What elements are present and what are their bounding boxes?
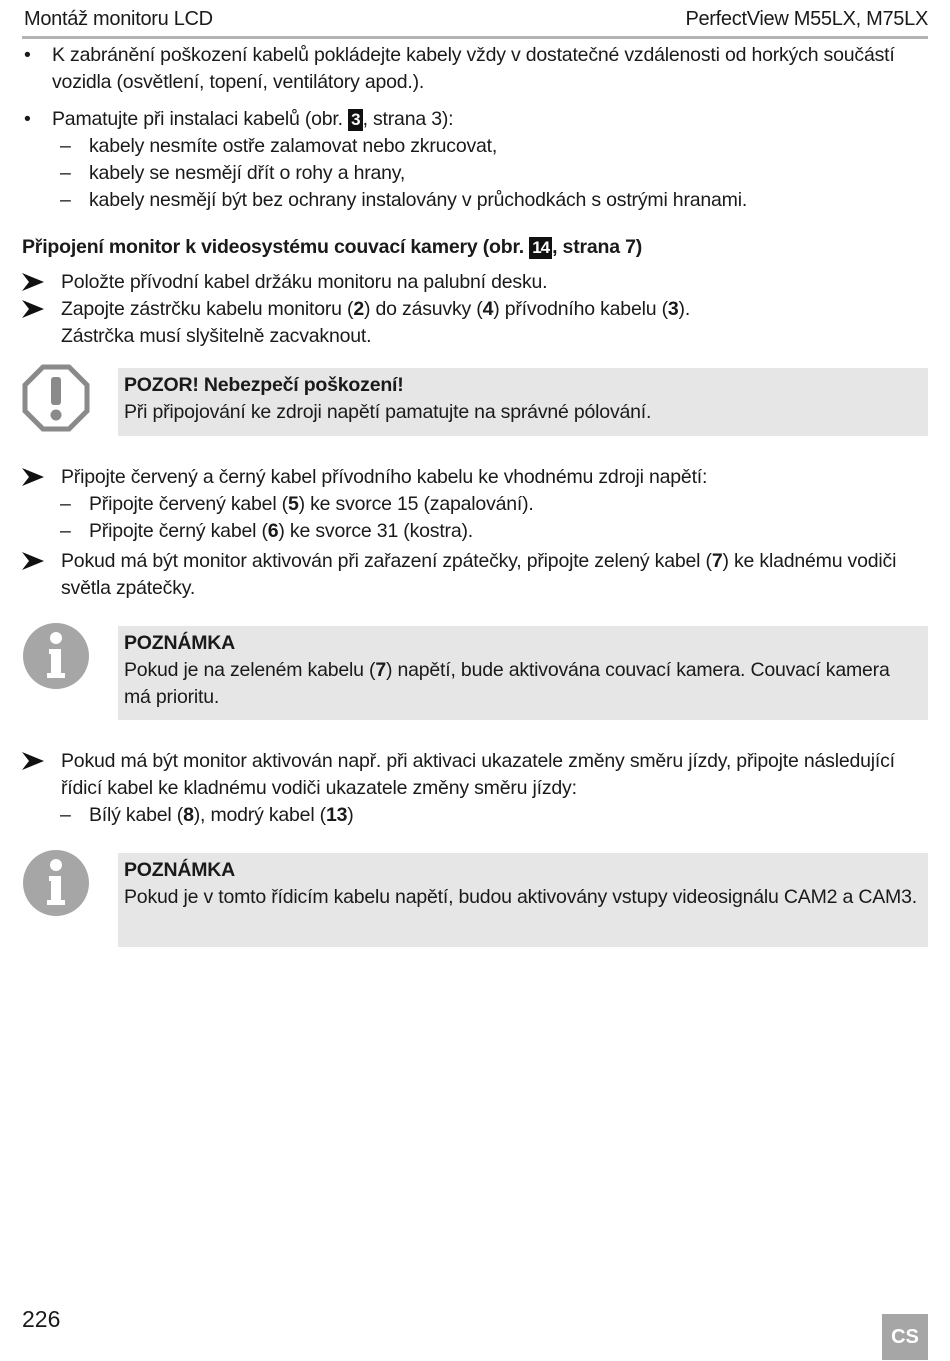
page-content bbox=[22, 42, 928, 975]
step-item: Zapojte zástrčku kabelu monitoru (2) do zásuvky (4) přívodního kabelu (3). Zástrčka musí slyšitelně zacvaknout. bbox=[22, 296, 928, 350]
section-heading: Připojení monitor k videosystému couvací kamery (obr. 14 , strana 7) bbox=[22, 236, 643, 258]
dash-text: kabely se nesmějí dřít o rohy a hrany, bbox=[89, 162, 406, 184]
dash-item: – Připojte červený kabel (5) ke svorce 15 (zapalování). bbox=[60, 493, 534, 515]
step-item: Položte přívodní kabel držáku monitoru na palubní desku. bbox=[22, 269, 928, 296]
figure-number-badge: 14 bbox=[529, 237, 552, 259]
step-item: Pokud má být monitor aktivován při zařazení zpátečky, připojte zelený kabel (7) ke kladnému vodiči světla zpátečky. bbox=[22, 548, 928, 602]
arrow-bullet-icon bbox=[22, 752, 44, 770]
dash-item: – kabely se nesmějí dřít o rohy a hrany, bbox=[60, 162, 406, 184]
dash-item: – Bílý kabel (8), modrý kabel (13) bbox=[60, 804, 354, 826]
dash-item: – kabely nesmíte ostře zalamovat nebo zkrucovat, bbox=[60, 135, 498, 157]
bullet-item bbox=[22, 42, 928, 96]
step-item: Připojte červený a černý kabel přívodního kabelu ke vhodnému zdroji napětí: bbox=[22, 464, 928, 491]
warning-octagon-icon bbox=[22, 364, 90, 432]
dash-item: – Připojte černý kabel (6) ke svorce 31 (kostra). bbox=[60, 520, 474, 542]
language-badge: CS bbox=[882, 1314, 928, 1360]
info-icon bbox=[22, 622, 90, 690]
step-continuation: Zástrčka musí slyšitelně zacvaknout. bbox=[61, 325, 372, 347]
bullet-dot: • bbox=[24, 44, 31, 66]
bullet-item: • Pamatujte při instalaci kabelů (obr. 3 , strana 3): bbox=[22, 106, 928, 133]
warning-callout bbox=[22, 368, 928, 436]
arrow-bullet-icon bbox=[22, 552, 44, 570]
warning-text: Při připojování ke zdroji napětí pamatujte na správné pólování. bbox=[124, 401, 652, 423]
note-callout bbox=[22, 626, 928, 720]
dash-text: kabely nesmějí být bez ochrany instalovány v průchodkách s ostrými hranami. bbox=[89, 189, 748, 211]
warning-title: POZOR! Nebezpečí poškození! bbox=[124, 374, 404, 396]
arrow-bullet-icon bbox=[22, 468, 44, 486]
page-number: 226 bbox=[22, 1306, 61, 1332]
arrow-bullet-icon bbox=[22, 273, 44, 291]
note-box bbox=[118, 626, 928, 720]
bullet-dot: • bbox=[24, 108, 31, 130]
warning-box bbox=[118, 368, 928, 436]
bullet-text: Pamatujte při instalaci kabelů (obr. bbox=[52, 108, 343, 130]
note-title: POZNÁMKA bbox=[124, 632, 236, 654]
dash-item: – kabely nesmějí být bez ochrany instalovány v průchodkách s ostrými hranami. bbox=[60, 189, 748, 211]
note-text: Pokud je na zeleném kabelu (7) napětí, bude aktivována couvací kamera. Couvací kamera má prioritu. bbox=[124, 659, 890, 708]
step-item: Pokud má být monitor aktivován např. při aktivaci ukazatele změny směru jízdy, připojte následující řídicí kabel ke kladnému vodiči ukazatele změny směru jízdy: bbox=[22, 748, 928, 802]
figure-number-badge: 3 bbox=[348, 109, 362, 131]
note-callout bbox=[22, 853, 928, 947]
page-header bbox=[22, 6, 928, 39]
note-text: Pokud je v tomto řídicím kabelu napětí, budou aktivovány vstupy videosignálu CAM2 a CAM3. bbox=[124, 886, 917, 908]
bullet-text: K zabránění poškození kabelů pokládejte kabely vždy v dostatečné vzdálenosti od horkých součástí vozidla (osvětlení, topení, ventilátory apod.). bbox=[52, 44, 895, 93]
dash-text: kabely nesmíte ostře zalamovat nebo zkrucovat, bbox=[89, 135, 498, 157]
info-icon bbox=[22, 849, 90, 917]
note-title: POZNÁMKA bbox=[124, 859, 236, 881]
arrow-bullet-icon bbox=[22, 300, 44, 318]
note-box bbox=[118, 853, 928, 947]
section-title: Montáž monitoru LCD bbox=[24, 8, 213, 30]
product-title: PerfectView M55LX, M75LX bbox=[685, 8, 928, 30]
